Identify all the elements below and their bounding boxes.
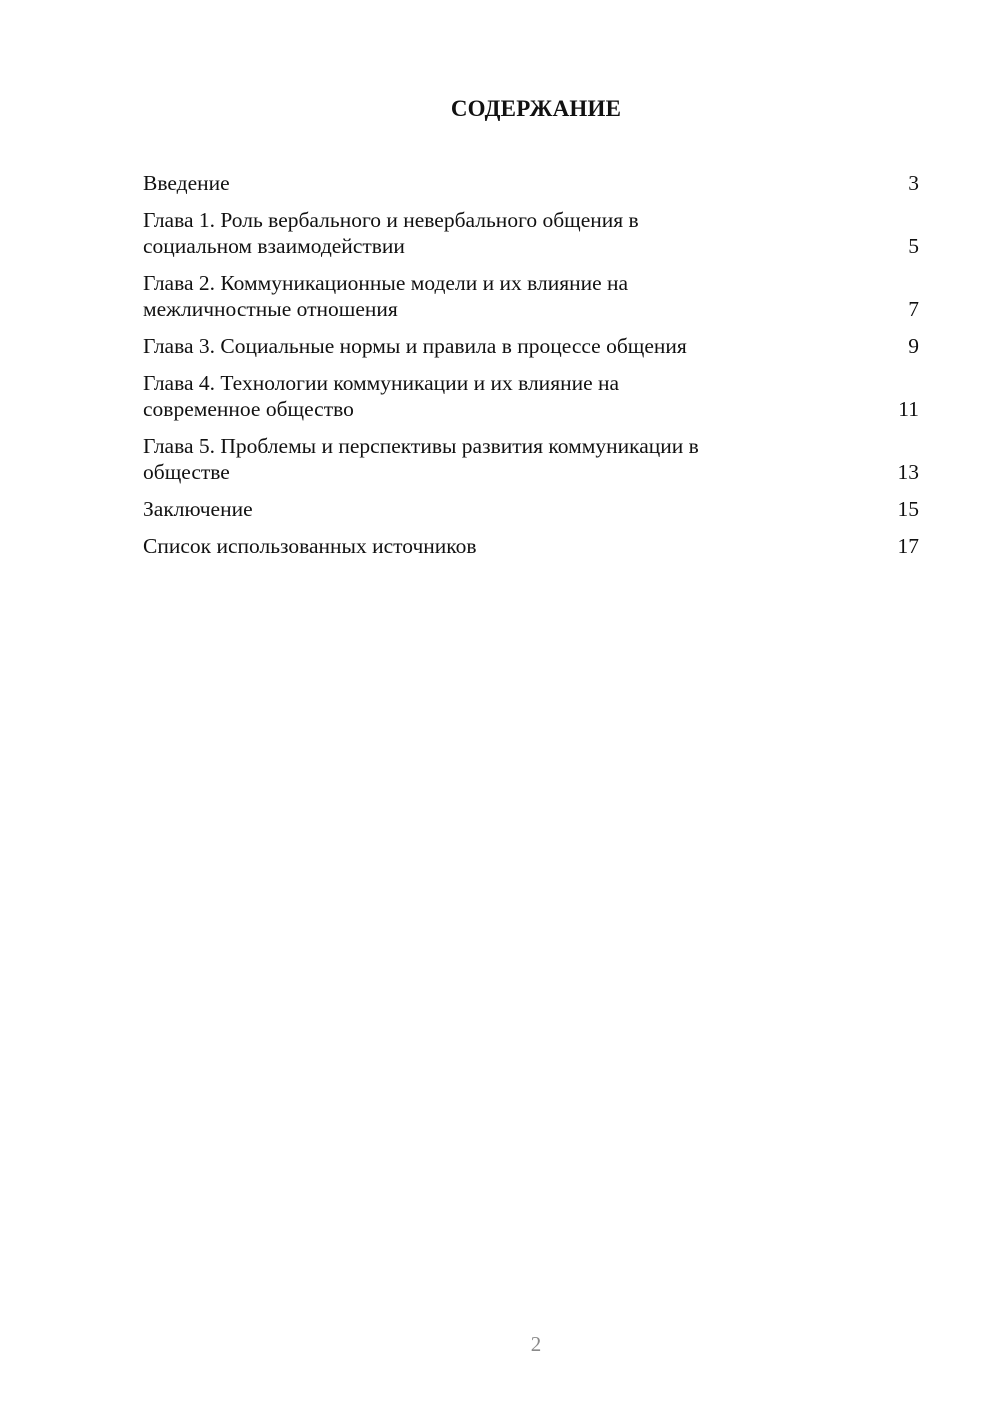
toc-entry-title: Глава 5. Проблемы и перспективы развития коммуникации в обществе — [143, 434, 699, 484]
toc-entry-references — [143, 533, 919, 559]
toc-entry-title: Глава 2. Коммуникационные модели и их влияние на межличностные отношения — [143, 271, 629, 321]
toc-entry-page: 5 — [908, 234, 919, 258]
toc-entry-chapter-2 — [143, 270, 919, 322]
toc-entry-title: Глава 4. Технологии коммуникации и их влияние на современное общество — [143, 371, 620, 421]
toc-entry-chapter-5 — [143, 433, 919, 485]
toc-entry-page: 3 — [908, 171, 919, 195]
page-number: 2 — [530, 1332, 542, 1356]
toc-entry-page: 15 — [897, 497, 919, 521]
toc-entry-chapter-1 — [143, 207, 919, 259]
toc-entry-page: 9 — [908, 334, 919, 358]
toc-entry-title: Глава 1. Роль вербального и невербального общения в социальном взаимодействии — [143, 208, 639, 258]
toc-entry-chapter-3 — [143, 333, 919, 359]
toc-entry-page: 7 — [908, 297, 919, 321]
toc-entry-chapter-4 — [143, 370, 919, 422]
toc-entry-title: Список использованных источников — [143, 534, 477, 558]
page-title: СОДЕРЖАНИЕ — [450, 96, 622, 121]
toc-entry-title: Заключение — [143, 497, 253, 521]
table-of-contents — [143, 170, 919, 570]
toc-entry-introduction — [143, 170, 919, 196]
toc-entry-page: 17 — [897, 534, 919, 558]
toc-entry-title: Глава 3. Социальные нормы и правила в процессе общения — [143, 334, 687, 358]
toc-entry-title: Введение — [143, 171, 230, 195]
toc-entry-page: 13 — [897, 460, 919, 484]
toc-entry-conclusion — [143, 496, 919, 522]
toc-entry-page: 11 — [898, 397, 919, 421]
